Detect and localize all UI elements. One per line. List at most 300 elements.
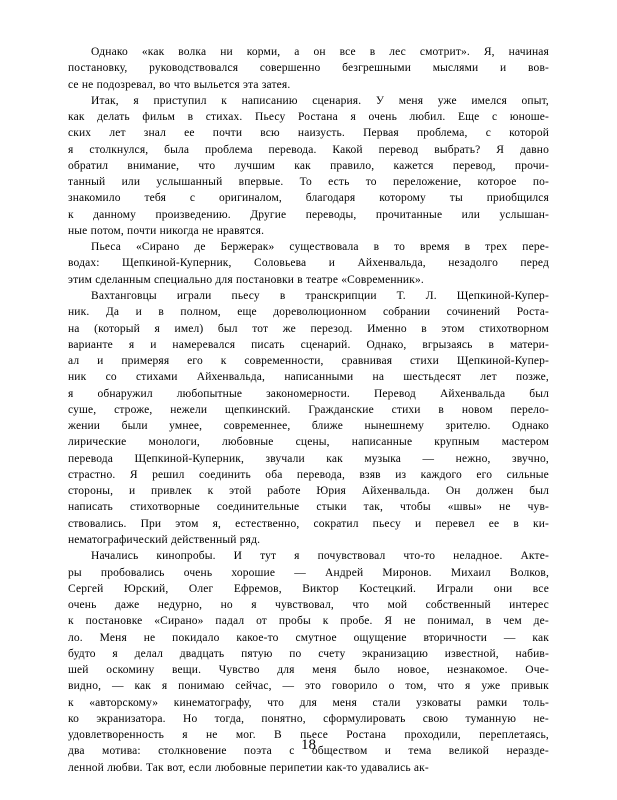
word: давно bbox=[519, 143, 549, 156]
word: ни bbox=[220, 46, 233, 58]
word: что-то bbox=[403, 550, 436, 563]
word: в bbox=[369, 46, 376, 58]
word: наизусть. bbox=[297, 127, 345, 140]
word: Т. bbox=[396, 289, 406, 302]
word: «как bbox=[141, 46, 165, 58]
word: обществом bbox=[311, 745, 368, 758]
word: матери- bbox=[510, 338, 549, 351]
word: Айхенвальда, bbox=[196, 371, 266, 384]
word: сделанным bbox=[95, 273, 151, 286]
word: счету bbox=[318, 647, 346, 660]
word: умнее, bbox=[169, 420, 203, 433]
word: Айхенвальда, bbox=[357, 257, 426, 270]
word: к bbox=[221, 94, 227, 107]
word: жении bbox=[68, 420, 101, 433]
word: любопытные bbox=[176, 387, 243, 400]
word: современнее, bbox=[223, 420, 291, 433]
word: любви. bbox=[107, 761, 143, 774]
text-line bbox=[68, 467, 549, 483]
word: уже bbox=[481, 680, 501, 693]
word: делал bbox=[134, 647, 164, 660]
word: Гражданские bbox=[308, 403, 374, 416]
word: я bbox=[128, 338, 135, 351]
text-line bbox=[68, 613, 549, 629]
word: правило, bbox=[330, 159, 375, 172]
word: Однако bbox=[512, 420, 549, 433]
word: Однако bbox=[91, 46, 128, 58]
word: затея. bbox=[261, 78, 291, 91]
word: водах: bbox=[68, 257, 100, 270]
word: не bbox=[81, 78, 94, 91]
word: перевод, bbox=[452, 159, 496, 172]
word: эта bbox=[242, 78, 259, 91]
word: каждого bbox=[420, 468, 462, 481]
text-line bbox=[68, 158, 549, 174]
word: закономерности. bbox=[266, 387, 350, 400]
word: по- bbox=[532, 176, 549, 189]
word: варианте bbox=[68, 338, 113, 351]
word: это bbox=[304, 680, 321, 693]
word: сейчас, bbox=[235, 680, 272, 693]
word: ки- bbox=[533, 517, 550, 530]
word: соединительные bbox=[216, 501, 300, 514]
word: Волков, bbox=[509, 566, 549, 579]
word: должен bbox=[476, 485, 514, 498]
word: его bbox=[187, 355, 203, 368]
word: «Сирано» bbox=[154, 615, 204, 628]
word: зрителю. bbox=[445, 420, 491, 433]
word: Андрей bbox=[325, 566, 364, 579]
word: смотрит». bbox=[419, 46, 470, 58]
word: лучшим bbox=[234, 159, 275, 172]
word: безгрешными bbox=[342, 62, 412, 75]
word: делать bbox=[97, 111, 130, 124]
word: Айхенвальда. bbox=[361, 485, 431, 498]
word: как bbox=[326, 452, 343, 465]
word: «Сирано bbox=[135, 241, 180, 254]
word: нематографический bbox=[68, 533, 168, 546]
word: чув- bbox=[527, 501, 550, 514]
word: оригиналом, bbox=[218, 192, 282, 205]
word: переложение, bbox=[392, 176, 462, 189]
word: современности, bbox=[244, 355, 324, 368]
word: удовлетворенность bbox=[68, 729, 165, 742]
word: обнаружил bbox=[97, 387, 153, 400]
word: для bbox=[215, 273, 233, 286]
text-line bbox=[68, 386, 549, 402]
word: падал bbox=[215, 615, 245, 628]
word: этом bbox=[175, 517, 199, 530]
word: пьесу bbox=[372, 517, 401, 530]
word: действенный bbox=[171, 533, 237, 546]
word: очень bbox=[368, 111, 397, 124]
word: перевода, bbox=[296, 468, 345, 481]
word: вещи. bbox=[172, 664, 202, 677]
word: перевода bbox=[68, 452, 114, 465]
word: тот bbox=[252, 322, 269, 335]
word: пробы bbox=[278, 615, 311, 628]
word: мог. bbox=[235, 729, 256, 742]
word: нравятся. bbox=[216, 224, 265, 237]
word: перезод. bbox=[310, 322, 353, 335]
word: ло. bbox=[68, 631, 83, 644]
word: Именно bbox=[367, 322, 407, 335]
word: шестьдесят bbox=[403, 371, 462, 384]
paragraph bbox=[68, 239, 549, 288]
word: никогда bbox=[159, 224, 199, 237]
word: Пьесу bbox=[255, 111, 286, 124]
word: шей bbox=[68, 664, 89, 677]
word: ные bbox=[68, 224, 88, 237]
word: я bbox=[154, 322, 160, 335]
word: не bbox=[404, 615, 416, 628]
word: опыт, bbox=[521, 94, 549, 107]
word: которое bbox=[477, 176, 517, 189]
word: том, bbox=[405, 680, 427, 693]
word: Да bbox=[105, 306, 120, 319]
word: пятую bbox=[241, 647, 273, 660]
text-line bbox=[68, 483, 549, 499]
word: сочинений bbox=[446, 306, 501, 319]
word: незадолго bbox=[448, 257, 498, 270]
word: и bbox=[128, 485, 136, 498]
word: и bbox=[150, 338, 157, 351]
word: позже, bbox=[516, 371, 549, 384]
word: этим bbox=[68, 273, 92, 286]
word: Юрский, bbox=[123, 582, 169, 595]
word: не- bbox=[533, 712, 549, 725]
word: в bbox=[373, 241, 380, 254]
word: экранизатора. bbox=[96, 712, 166, 725]
word: Айхенвальда bbox=[439, 387, 506, 400]
word: кинопробы. bbox=[156, 550, 216, 563]
word: я, bbox=[212, 517, 222, 530]
word: чувствовал, bbox=[275, 599, 334, 612]
text-line bbox=[68, 353, 549, 369]
word: в bbox=[485, 615, 492, 628]
word: с bbox=[189, 192, 196, 205]
word: написанные bbox=[351, 436, 413, 449]
word: туманную bbox=[465, 712, 517, 725]
text-line bbox=[68, 337, 549, 353]
word: всю bbox=[260, 127, 280, 140]
word: которому bbox=[379, 192, 426, 205]
word: стихотворном bbox=[479, 322, 549, 335]
word: что bbox=[198, 159, 216, 172]
word: новом bbox=[461, 403, 493, 416]
word: Михаил bbox=[450, 566, 491, 579]
word: в bbox=[421, 322, 427, 335]
word: перипетии bbox=[269, 761, 323, 774]
body-text bbox=[68, 44, 549, 776]
word: (который bbox=[94, 322, 140, 335]
word: сформулировать bbox=[323, 712, 406, 725]
paragraph bbox=[68, 288, 549, 548]
word: прочи- bbox=[514, 159, 549, 172]
word: что bbox=[267, 696, 285, 709]
word: неладное. bbox=[453, 550, 503, 563]
word: то bbox=[365, 176, 377, 189]
word: проблема, bbox=[416, 127, 468, 140]
word: услышан- bbox=[499, 208, 550, 221]
word: Соловьева bbox=[254, 257, 307, 270]
word: я bbox=[133, 94, 139, 107]
text-line bbox=[68, 678, 549, 694]
word: естественно, bbox=[235, 517, 300, 530]
word: — bbox=[503, 631, 516, 644]
word: к bbox=[322, 615, 329, 628]
word: во bbox=[159, 78, 171, 91]
word: произведению. bbox=[155, 208, 231, 221]
text-line bbox=[68, 711, 549, 727]
text-line bbox=[68, 60, 549, 76]
text-line bbox=[68, 369, 549, 385]
word: стихотворные bbox=[129, 501, 200, 514]
word: или bbox=[461, 208, 481, 221]
word: «Современник». bbox=[341, 273, 424, 286]
word: к bbox=[68, 696, 74, 709]
word: этом bbox=[441, 322, 465, 335]
word: стали bbox=[372, 696, 401, 709]
word: я bbox=[68, 143, 74, 156]
word: столкнулся, bbox=[89, 143, 149, 156]
word: пере- bbox=[522, 241, 549, 254]
word: как bbox=[134, 680, 152, 693]
word: волка bbox=[178, 46, 207, 58]
word: мой bbox=[387, 599, 408, 612]
word: которой bbox=[509, 127, 550, 140]
word: чтобы bbox=[400, 501, 431, 514]
word: лес bbox=[389, 46, 406, 58]
word: какое-то bbox=[236, 631, 279, 644]
word: я bbox=[182, 729, 188, 742]
word: известной, bbox=[444, 647, 499, 660]
word: вов- bbox=[528, 62, 550, 75]
word: понимал, bbox=[427, 615, 474, 628]
word: перевод bbox=[378, 143, 419, 156]
text-line bbox=[68, 44, 549, 60]
word: Виктор bbox=[302, 582, 339, 595]
word: очень bbox=[183, 566, 213, 579]
text-line bbox=[68, 630, 549, 646]
word: Олег bbox=[188, 582, 214, 595]
word: меня bbox=[332, 696, 357, 709]
word: все bbox=[532, 582, 549, 595]
word: и bbox=[135, 306, 142, 319]
word: ленной bbox=[68, 761, 104, 774]
word: При bbox=[140, 517, 162, 530]
word: я bbox=[68, 387, 74, 400]
word: фильм bbox=[142, 111, 176, 124]
word: взяв bbox=[359, 468, 381, 481]
word: уже bbox=[437, 94, 457, 107]
word: Чувство bbox=[218, 664, 260, 677]
word: незнакомое. bbox=[447, 664, 508, 677]
word: се bbox=[68, 78, 79, 91]
word: Итак, bbox=[91, 94, 119, 107]
word: с bbox=[289, 745, 295, 758]
word: почувствовал bbox=[317, 550, 386, 563]
word: постановку, bbox=[68, 62, 128, 75]
word: тут bbox=[260, 550, 277, 563]
word: Я bbox=[129, 468, 138, 481]
word: пробовались bbox=[100, 566, 165, 579]
word: ближе bbox=[311, 420, 343, 433]
word: этой bbox=[229, 485, 252, 498]
word: крупным bbox=[434, 436, 480, 449]
word: Ростана bbox=[346, 729, 387, 742]
word: что bbox=[437, 680, 455, 693]
text-line bbox=[68, 434, 549, 450]
word: мотива: bbox=[102, 745, 141, 758]
text-line bbox=[68, 646, 549, 662]
word: Однако, bbox=[366, 338, 407, 351]
text-line bbox=[68, 565, 549, 581]
word: сравнивая bbox=[341, 355, 393, 368]
word: смутное bbox=[295, 631, 337, 644]
word: трех bbox=[485, 241, 508, 254]
word: я bbox=[161, 680, 168, 693]
word: был bbox=[529, 387, 549, 400]
word: Но bbox=[182, 712, 198, 725]
word: сценарий. bbox=[300, 338, 351, 351]
text-line bbox=[68, 516, 549, 532]
word: То bbox=[299, 176, 312, 189]
word: как bbox=[68, 111, 85, 124]
word: Костецкий. bbox=[359, 582, 417, 595]
word: Ростана bbox=[298, 111, 338, 124]
word: любил. bbox=[409, 111, 446, 124]
text-line bbox=[68, 321, 549, 337]
word: транскрипции bbox=[305, 289, 377, 302]
word: играли bbox=[176, 289, 212, 302]
word: тебя bbox=[144, 192, 167, 205]
text-line bbox=[68, 174, 549, 190]
word: приобщился bbox=[486, 192, 549, 205]
word: строже, bbox=[114, 403, 153, 416]
word: — bbox=[422, 452, 435, 465]
word: ощущение bbox=[353, 631, 407, 644]
word: звучно, bbox=[512, 452, 549, 465]
word: И bbox=[233, 550, 243, 563]
word: соединить bbox=[198, 468, 251, 481]
word: любовные bbox=[222, 436, 274, 449]
text-line bbox=[68, 451, 549, 467]
text-line bbox=[68, 288, 549, 304]
word: в bbox=[488, 338, 495, 351]
word: юноше- bbox=[509, 111, 550, 124]
word: знал bbox=[143, 127, 167, 140]
word: руководствовался bbox=[149, 62, 239, 75]
word: были bbox=[121, 420, 148, 433]
word: перед bbox=[520, 257, 549, 270]
word: был bbox=[217, 322, 238, 335]
word: привлек bbox=[151, 485, 192, 498]
word: знакомило bbox=[68, 192, 121, 205]
word: в bbox=[438, 403, 445, 416]
word: — bbox=[111, 680, 124, 693]
word: ал bbox=[68, 355, 80, 368]
word: выльется bbox=[193, 78, 240, 91]
word: чем bbox=[503, 615, 522, 628]
word: начиная bbox=[508, 46, 549, 58]
word: а bbox=[294, 46, 300, 58]
word: ры bbox=[68, 566, 82, 579]
word: Вахтанговцы bbox=[91, 289, 157, 302]
word: стихах. bbox=[205, 111, 243, 124]
word: понятно, bbox=[261, 712, 306, 725]
word: свою bbox=[422, 712, 449, 725]
word: перевел bbox=[435, 517, 475, 530]
word: написать bbox=[68, 501, 113, 514]
word: Я bbox=[496, 143, 505, 156]
word: Так bbox=[145, 761, 164, 774]
word: корми, bbox=[246, 46, 281, 58]
word: оскомину bbox=[106, 664, 155, 677]
word: страстно. bbox=[68, 468, 116, 481]
word: Оче- bbox=[525, 664, 549, 677]
word: столкновение bbox=[158, 745, 227, 758]
word: стыки bbox=[316, 501, 347, 514]
word: ты bbox=[449, 192, 463, 205]
word: новое, bbox=[397, 664, 430, 677]
word: Роста- bbox=[516, 306, 549, 319]
text-line bbox=[68, 255, 549, 271]
word: кинематографу, bbox=[173, 696, 252, 709]
word: услышанный bbox=[156, 176, 223, 189]
word: время bbox=[420, 241, 450, 254]
word: покидало bbox=[172, 631, 220, 644]
word: Другие bbox=[250, 208, 287, 221]
word: не bbox=[201, 224, 214, 237]
word: не bbox=[206, 729, 218, 742]
word: даже bbox=[114, 599, 140, 612]
text-line bbox=[68, 548, 549, 564]
word: постановки bbox=[235, 273, 295, 286]
word: великой bbox=[448, 745, 490, 758]
word: работе bbox=[267, 485, 301, 498]
text-line bbox=[68, 239, 549, 255]
word: лирические bbox=[68, 436, 127, 449]
word: впервые. bbox=[238, 176, 284, 189]
word: и bbox=[414, 517, 422, 530]
word: щепкинский. bbox=[225, 403, 291, 416]
word: переводы, bbox=[305, 208, 357, 221]
word: стороны, bbox=[68, 485, 114, 498]
word: то bbox=[394, 241, 406, 254]
word: ее bbox=[488, 517, 500, 530]
word: к bbox=[207, 485, 214, 498]
word: лет bbox=[480, 371, 497, 384]
word: суше, bbox=[68, 403, 97, 416]
word: все bbox=[339, 46, 356, 58]
word: Он bbox=[445, 485, 461, 498]
text-line bbox=[68, 499, 549, 515]
word: если bbox=[188, 761, 212, 774]
word: узковаты bbox=[416, 696, 462, 709]
word: понимаю bbox=[178, 680, 225, 693]
word: набив- bbox=[515, 647, 549, 660]
text-line bbox=[68, 207, 549, 223]
word: что bbox=[173, 78, 191, 91]
text-line bbox=[68, 597, 549, 613]
word: Сергей bbox=[68, 582, 104, 595]
word: на bbox=[372, 371, 385, 384]
word: со bbox=[105, 371, 117, 384]
paragraph bbox=[68, 93, 549, 239]
word: проблема bbox=[205, 143, 253, 156]
word: но bbox=[220, 599, 233, 612]
